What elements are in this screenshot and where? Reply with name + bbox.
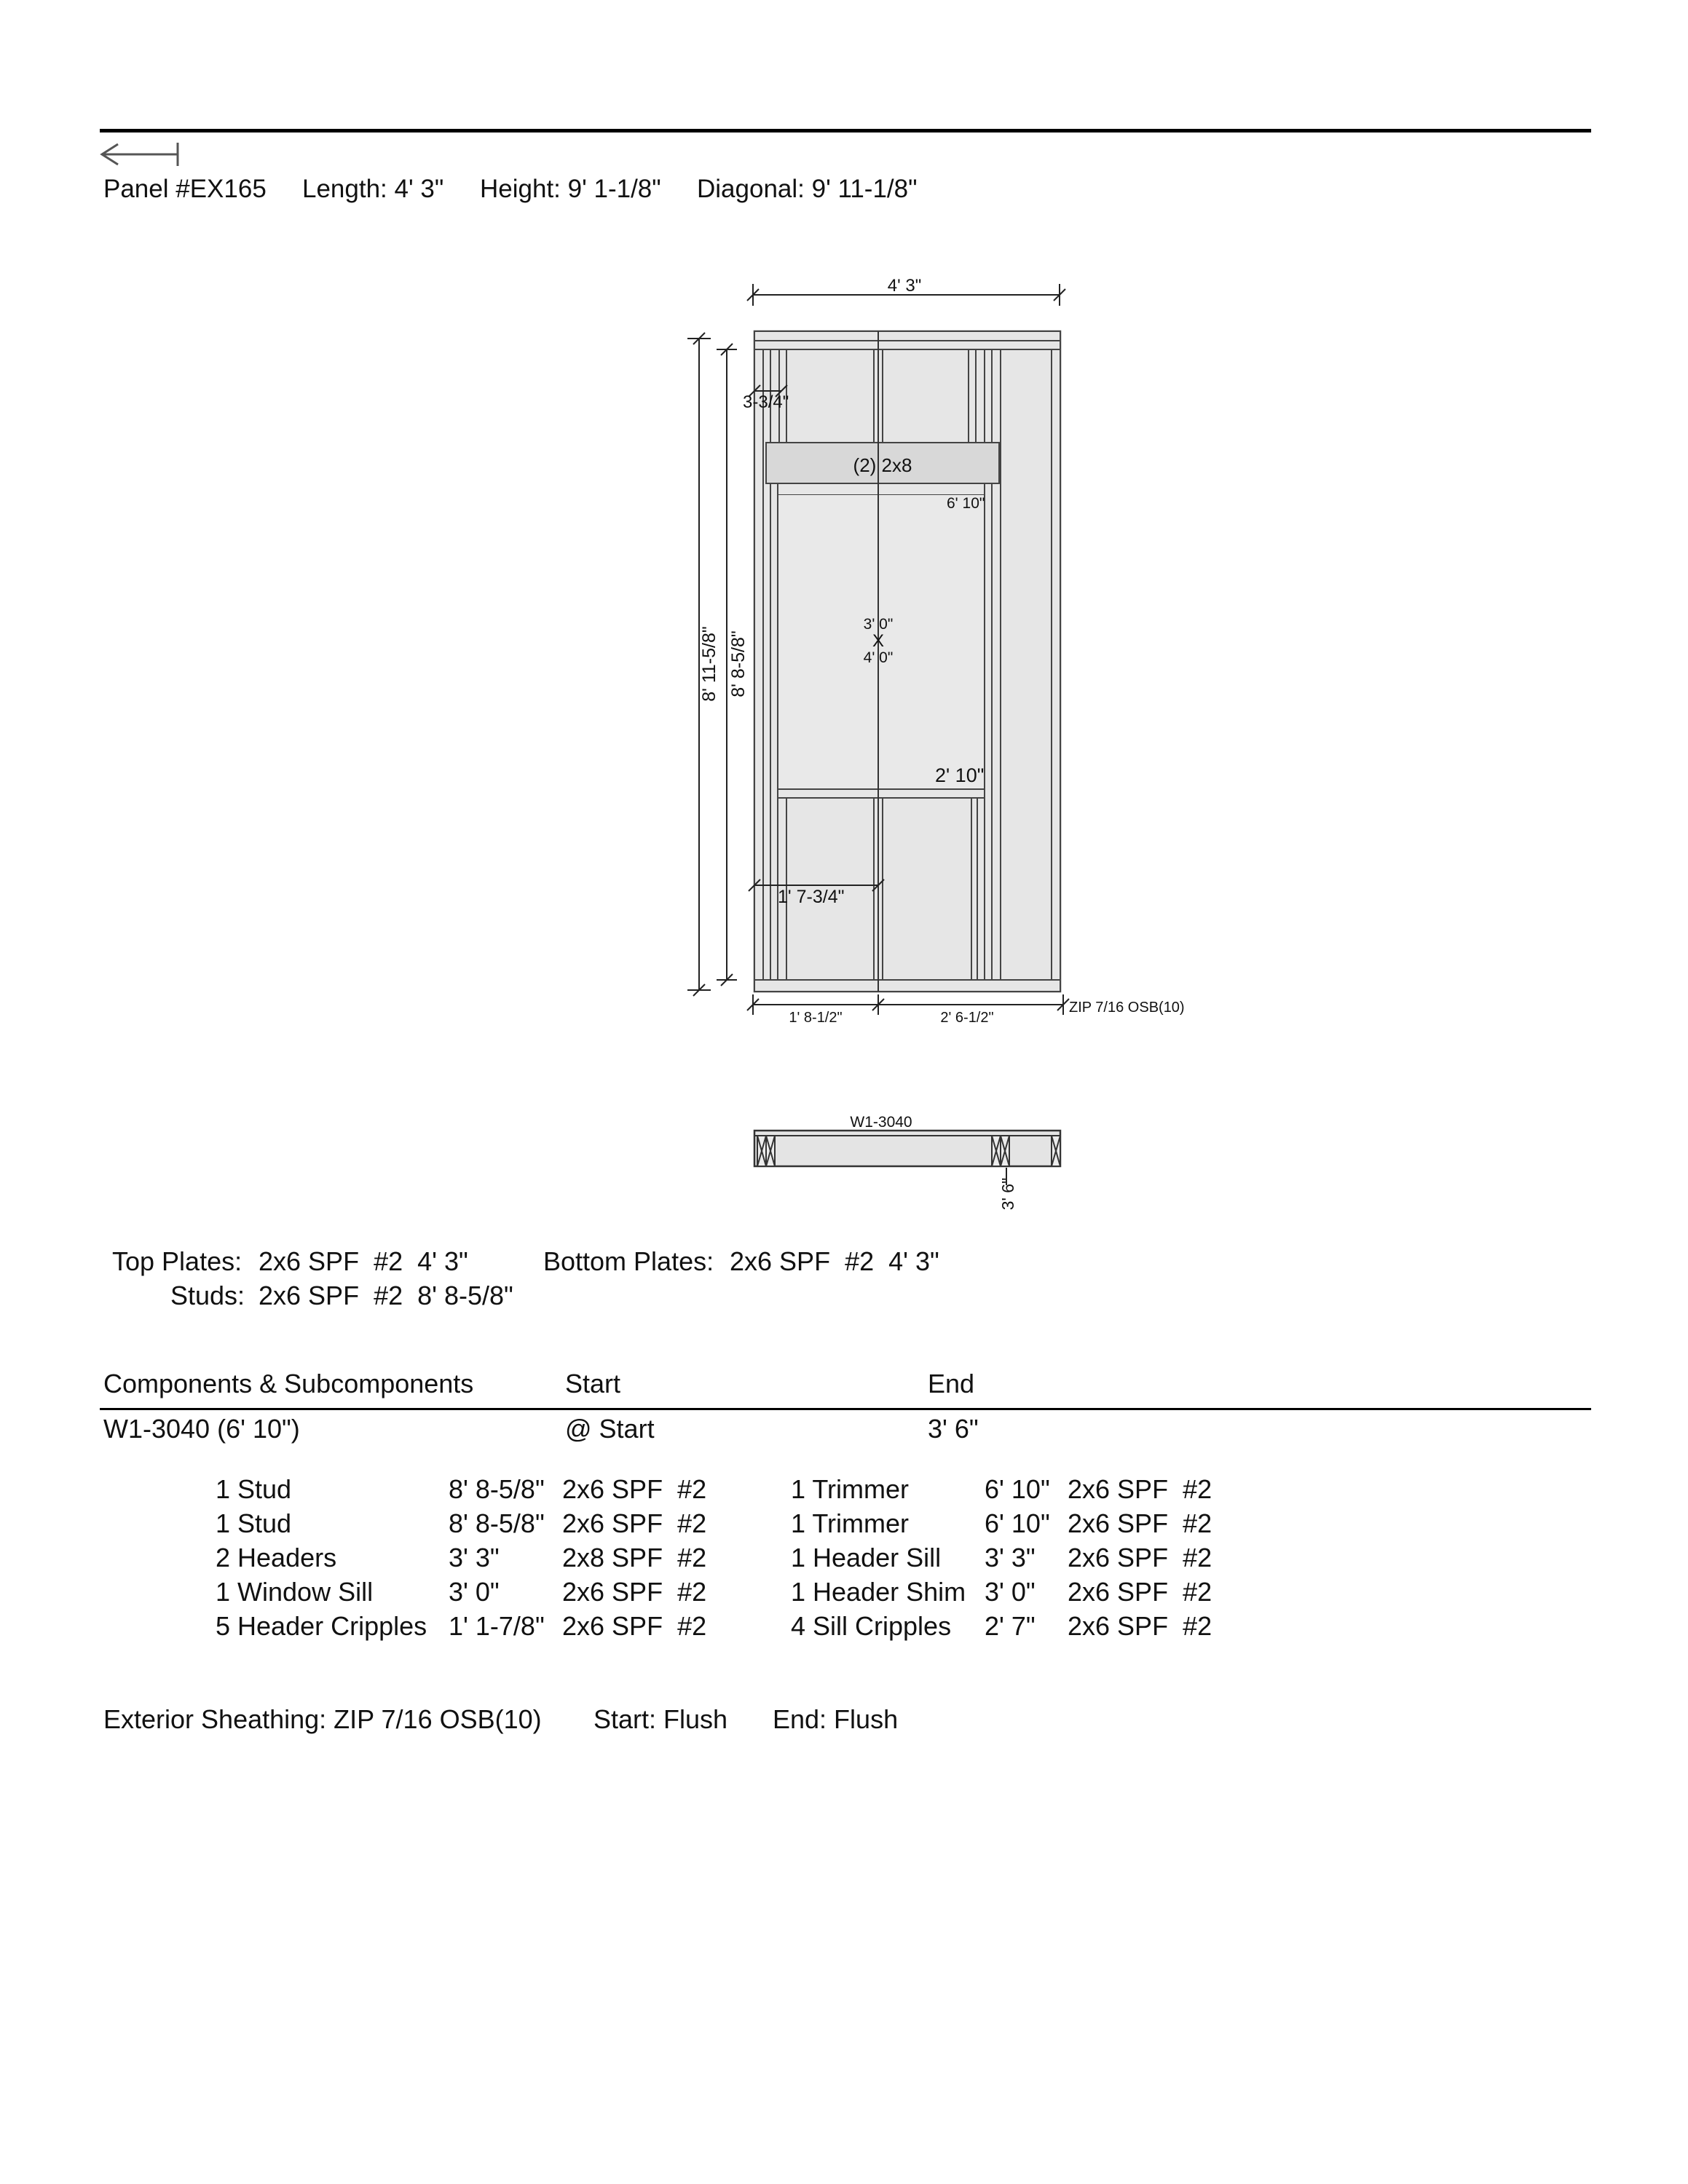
center-offset-label: 1' 7-3/4" bbox=[778, 887, 845, 907]
back-arrow-icon[interactable] bbox=[99, 140, 181, 169]
sub-len: 3' 0" bbox=[985, 1577, 1036, 1607]
sheathing-callout: ZIP 7/16 OSB(10) bbox=[1069, 1000, 1185, 1016]
sub-len: 3' 0" bbox=[449, 1577, 500, 1607]
component-start: @ Start bbox=[565, 1414, 655, 1444]
sub-mat: 2x8 SPF #2 bbox=[562, 1543, 707, 1572]
opening-mark: X bbox=[872, 631, 885, 651]
table-rule bbox=[100, 1408, 1591, 1410]
col-start: Start bbox=[565, 1369, 621, 1398]
sub-qty: 4 Sill Cripples bbox=[791, 1611, 952, 1641]
panel-id: Panel #EX165 bbox=[103, 175, 267, 203]
studs-label: Studs: bbox=[170, 1281, 245, 1310]
sub-qty: 1 Trimmer bbox=[791, 1474, 909, 1504]
sheathing-end: End: Flush bbox=[773, 1704, 899, 1734]
header-label: (2) 2x8 bbox=[853, 454, 912, 476]
sub-mat: 2x6 SPF #2 bbox=[562, 1508, 707, 1538]
bottom-right-dim: 2' 6-1/2" bbox=[940, 1010, 994, 1026]
sub-qty: 1 Stud bbox=[216, 1508, 292, 1538]
sub-mat: 2x6 SPF #2 bbox=[562, 1611, 707, 1641]
sub-qty: 5 Header Cripples bbox=[216, 1611, 427, 1641]
sub-qty: 1 Window Sill bbox=[216, 1577, 374, 1607]
sub-mat: 2x6 SPF #2 bbox=[1068, 1611, 1212, 1641]
sub-qty: 1 Trimmer bbox=[791, 1508, 909, 1538]
top-plates-label: Top Plates: bbox=[112, 1246, 242, 1276]
sub-mat: 2x6 SPF #2 bbox=[1068, 1577, 1212, 1607]
panel-diagonal: Diagonal: 9' 11-1/8" bbox=[697, 175, 918, 203]
header-height-label: 6' 10" bbox=[947, 495, 985, 512]
col-end: End bbox=[928, 1369, 975, 1398]
width-dim-label: 4' 3" bbox=[887, 276, 922, 296]
sub-len: 6' 10" bbox=[985, 1474, 1050, 1504]
panel-plan-drawing bbox=[728, 1107, 1092, 1230]
bottom-plates-label: Bottom Plates: bbox=[543, 1246, 714, 1276]
sub-len: 8' 8-5/8" bbox=[449, 1508, 545, 1538]
component-name: W1-3040 (6' 10") bbox=[103, 1414, 300, 1444]
panel-height: Height: 9' 1-1/8" bbox=[480, 175, 661, 203]
sub-qty: 2 Headers bbox=[216, 1543, 337, 1572]
sub-len: 8' 8-5/8" bbox=[449, 1474, 545, 1504]
sheathing-label: Exterior Sheathing: ZIP 7/16 OSB(10) bbox=[103, 1704, 542, 1734]
opening-height-label: 4' 0" bbox=[863, 649, 894, 666]
window-label: W1-3040 bbox=[850, 1114, 912, 1131]
top-plates bbox=[754, 331, 1060, 349]
studs-value: 2x6 SPF #2 8' 8-5/8" bbox=[259, 1281, 513, 1310]
sub-len: 2' 7" bbox=[985, 1611, 1036, 1641]
overall-height-label: 8' 11-5/8" bbox=[699, 626, 719, 702]
end-dim-label: 3' 6" bbox=[998, 1177, 1017, 1211]
bottom-plate bbox=[754, 980, 1060, 992]
sub-mat: 2x6 SPF #2 bbox=[1068, 1543, 1212, 1572]
component-end: 3' 6" bbox=[928, 1414, 979, 1444]
sub-qty: 1 Stud bbox=[216, 1474, 292, 1504]
stud-height-label: 8' 8-5/8" bbox=[728, 630, 749, 697]
sub-len: 3' 3" bbox=[449, 1543, 500, 1572]
header-sill bbox=[775, 483, 990, 495]
sub-qty: 1 Header Shim bbox=[791, 1577, 966, 1607]
sub-mat: 2x6 SPF #2 bbox=[562, 1577, 707, 1607]
window-sill bbox=[778, 789, 985, 798]
top-plates-value: 2x6 SPF #2 4' 3" bbox=[259, 1246, 468, 1276]
sill-height-label: 2' 10" bbox=[935, 764, 985, 786]
sub-len: 3' 3" bbox=[985, 1543, 1036, 1572]
bottom-plates-value: 2x6 SPF #2 4' 3" bbox=[730, 1246, 939, 1276]
opening-width-label: 3' 0" bbox=[863, 616, 894, 633]
panel-elevation-drawing bbox=[655, 262, 1238, 1034]
sheathing-start: Start: Flush bbox=[593, 1704, 728, 1734]
col-components: Components & Subcomponents bbox=[103, 1369, 474, 1398]
sub-mat: 2x6 SPF #2 bbox=[1068, 1474, 1212, 1504]
bottom-left-dim: 1' 8-1/2" bbox=[789, 1010, 843, 1026]
top-rule bbox=[100, 129, 1591, 132]
sub-qty: 1 Header Sill bbox=[791, 1543, 942, 1572]
sub-len: 6' 10" bbox=[985, 1508, 1050, 1538]
sub-len: 1' 1-7/8" bbox=[449, 1611, 545, 1641]
sub-mat: 2x6 SPF #2 bbox=[1068, 1508, 1212, 1538]
sub-mat: 2x6 SPF #2 bbox=[562, 1474, 707, 1504]
stud-offset-label: 3-3/4" bbox=[743, 392, 789, 412]
panel-length: Length: 4' 3" bbox=[302, 175, 444, 203]
